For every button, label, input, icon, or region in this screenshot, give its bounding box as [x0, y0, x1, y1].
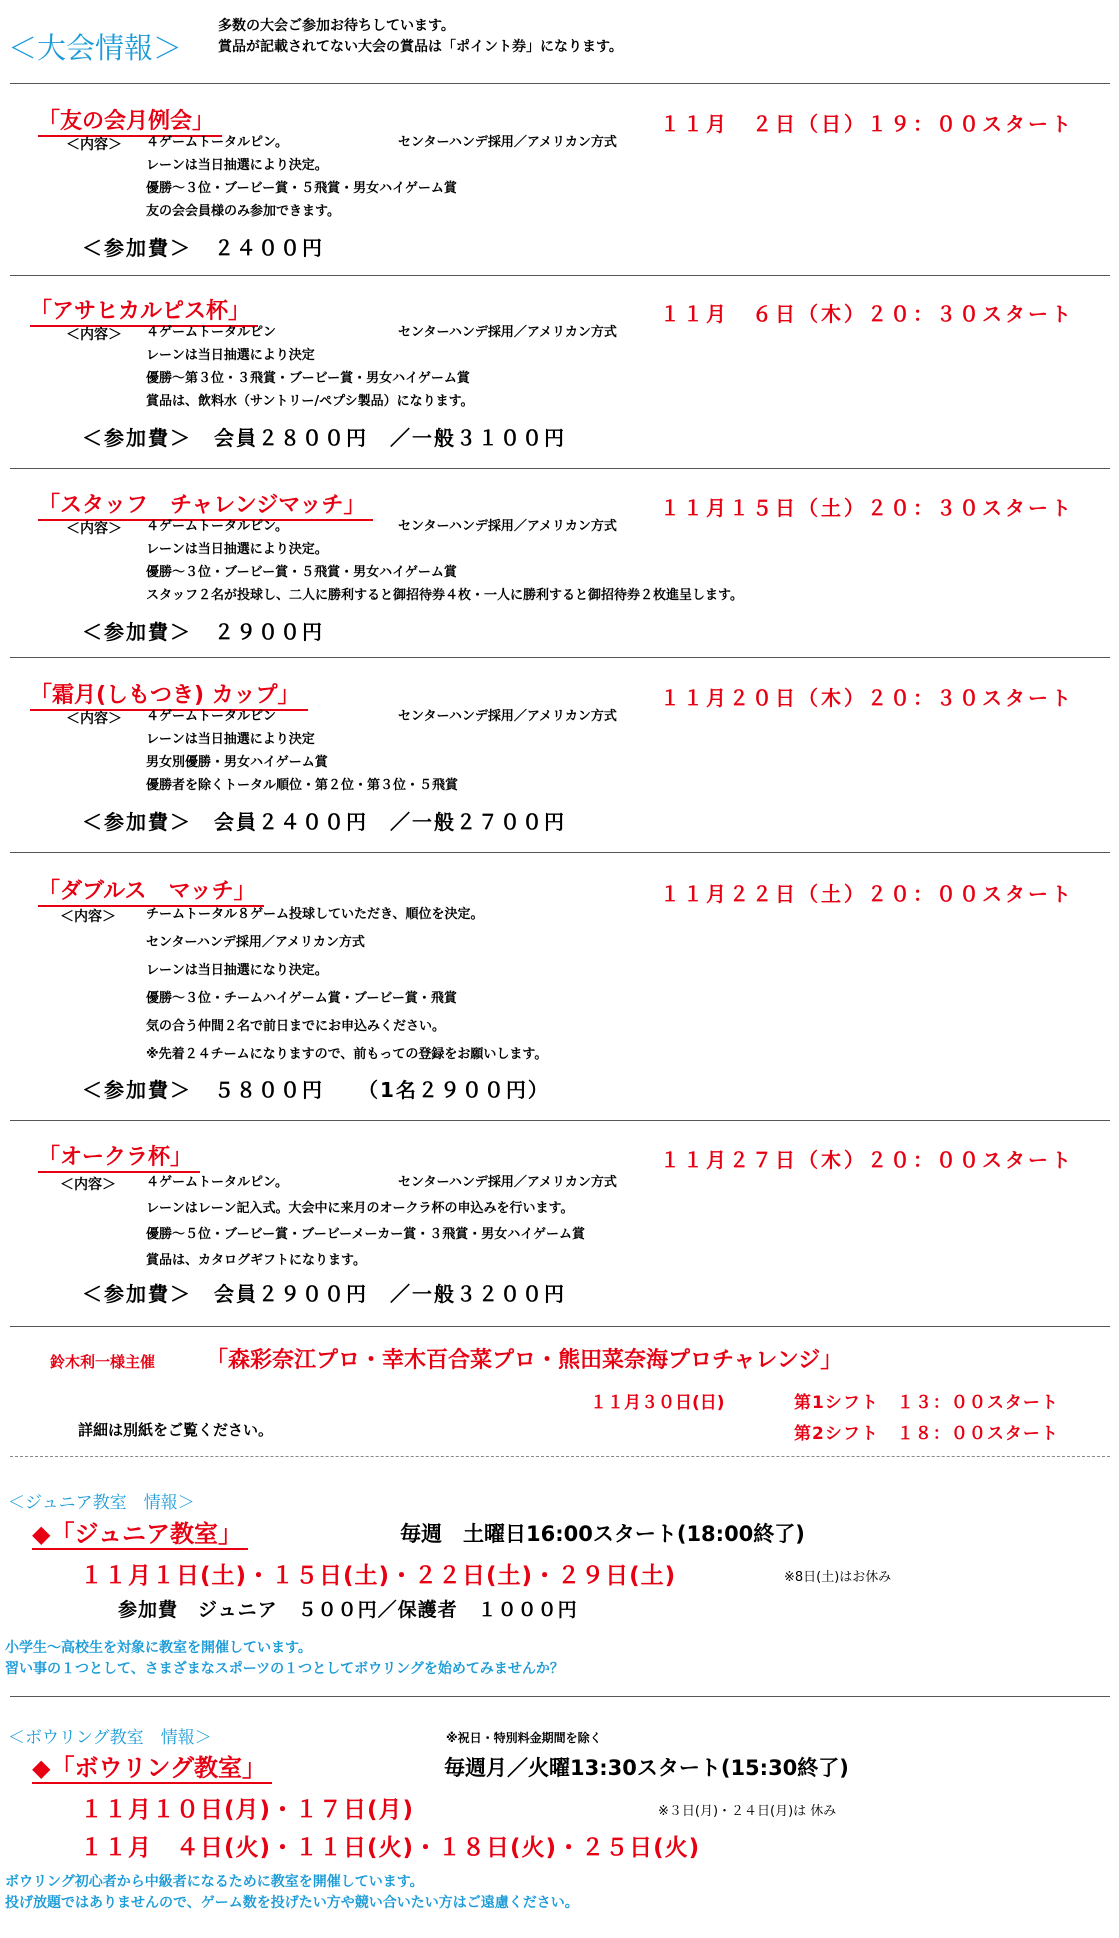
detail-line: 友の会会員様のみ参加できます。	[146, 204, 340, 219]
junior-fee: 参加費 ジュニア ５００円／保護者 １０００円	[118, 1599, 578, 1621]
detail-line: ４ゲームトータルピン	[146, 325, 277, 340]
detail-line: ４ゲームトータルピン。	[146, 519, 288, 534]
divider	[10, 468, 1110, 469]
event-date: １１月１５日（土）２０：３０スタート	[660, 496, 1074, 520]
special-shift-2: 第2シフト １８：００スタート	[794, 1424, 1059, 1444]
event-date: １１月 ６日（木）２０：３０スタート	[660, 302, 1074, 326]
detail-line: ４ゲームトータルピン。	[146, 1175, 288, 1190]
detail-line: レーンは当日抽選になり決定。	[146, 963, 328, 978]
detail-line: 賞品は、カタログギフトになります。	[146, 1253, 366, 1268]
bowling-section-label: ＜ボウリング教室 情報＞	[8, 1728, 212, 1748]
divider	[10, 1456, 1110, 1457]
detail-line: レーンは当日抽選により決定	[146, 348, 315, 363]
detail-line: 優勝～３位・ブービー賞・５飛賞・男女ハイゲーム賞	[146, 181, 457, 196]
content-label: ＜内容＞	[60, 909, 116, 925]
event-title: 「ダブルス マッチ」	[38, 874, 264, 907]
page-title: ＜大会情報＞	[8, 31, 183, 65]
content-label: ＜内容＞	[66, 711, 122, 727]
divider	[10, 657, 1110, 658]
event-date: １１月２２日（土）２０：００スタート	[660, 882, 1074, 906]
detail-line: センターハンデ採用／アメリカン方式	[146, 935, 365, 950]
content-label: ＜内容＞	[66, 137, 122, 153]
event-title: 「友の会月例会」	[38, 104, 222, 137]
divider	[10, 275, 1110, 276]
content-label: ＜内容＞	[66, 521, 122, 537]
bowling-dates-tuesday: １１月 ４日(火)・１１日(火)・１８日(火)・２５日(火)	[80, 1835, 701, 1861]
event-date: １１月 ２日（日）１９：００スタート	[660, 112, 1074, 136]
event-fee: ＜参加費＞ ２４００円	[82, 236, 324, 260]
divider	[10, 1696, 1110, 1697]
content-label: ＜内容＞	[60, 1177, 116, 1193]
bowling-schedule: 毎週月／火曜13:30スタート(15:30終了)	[444, 1756, 849, 1780]
event-fee: ＜参加費＞ 会員２８００円 ／一般３１００円	[82, 426, 566, 450]
header-message-1: 多数の大会ご参加お待ちしています。	[218, 18, 455, 34]
content-label: ＜内容＞	[66, 327, 122, 343]
detail-line-right: センターハンデ採用／アメリカン方式	[398, 519, 617, 534]
event-details	[146, 903, 547, 1071]
junior-description-1: 小学生～高校生を対象に教室を開催しています。	[5, 1640, 312, 1656]
event-date: １１月２７日（木）２０：００スタート	[660, 1148, 1074, 1172]
detail-line: 優勝～３位・チームハイゲーム賞・ブービー賞・飛賞	[146, 991, 457, 1006]
detail-line: ※先着２４チームになりますので、前もっての登録をお願いします。	[146, 1047, 548, 1062]
special-date: １１月３０日(日)	[590, 1393, 725, 1413]
header-message-2: 賞品が記載されてない大会の賞品は「ポイント券」になります。	[218, 39, 623, 55]
divider	[10, 1326, 1110, 1327]
junior-description-2: 習い事の１つとして、さまざまなスポーツの１つとしてボウリングを始めてみませんか？	[5, 1661, 564, 1677]
event-title: 「アサヒカルピス杯」	[30, 294, 258, 327]
detail-line: ４ゲームトータルピン	[146, 709, 277, 724]
bowling-dates-monday: １１月１０日(月)・１７日(月)	[80, 1797, 415, 1823]
detail-line: 優勝者を除くトータル順位・第２位・第３位・５飛賞	[146, 778, 459, 793]
detail-line: 優勝～３位・ブービー賞・５飛賞・男女ハイゲーム賞	[146, 565, 457, 580]
junior-section-label: ＜ジュニア教室 情報＞	[8, 1493, 195, 1513]
event-fee: ＜参加費＞ ２９００円	[82, 620, 324, 644]
event-fee: ＜参加費＞ 会員２９００円 ／一般３２００円	[82, 1282, 566, 1306]
divider	[10, 1120, 1110, 1121]
event-fee: ＜参加費＞ ５８００円 （1名２９００円）	[82, 1078, 550, 1102]
divider	[10, 83, 1110, 84]
junior-title-text: ◆「ジュニア教室」	[32, 1520, 248, 1550]
divider	[10, 852, 1110, 853]
bowling-title-text: ◆「ボウリング教室」	[32, 1754, 272, 1784]
detail-line: 男女別優勝・男女ハイゲーム賞	[146, 755, 328, 770]
special-details: 詳細は別紙をご覧ください。	[78, 1421, 274, 1439]
junior-title	[32, 1514, 248, 1549]
event-title: 「スタッフ チャレンジマッチ」	[38, 488, 373, 521]
junior-schedule: 毎週 土曜日16:00スタート(18:00終了)	[400, 1522, 805, 1546]
detail-line: 賞品は、飲料水（サントリー/ペプシ製品）になります。	[146, 394, 474, 409]
detail-line: 優勝～第３位・３飛賞・ブービー賞・男女ハイゲーム賞	[146, 371, 470, 386]
junior-dates: １１月１日(土)・１５日(土)・２２日(土)・２９日(土)	[80, 1563, 677, 1589]
special-shift-1: 第1シフト １３：００スタート	[794, 1393, 1059, 1413]
detail-line-right: センターハンデ採用／アメリカン方式	[398, 135, 617, 150]
special-host: 鈴木利一様主催	[50, 1353, 156, 1371]
detail-line-right: センターハンデ採用／アメリカン方式	[398, 325, 617, 340]
special-title: 「森彩奈江プロ・幸木百合菜プロ・熊田菜奈海プロチャレンジ」	[206, 1348, 843, 1373]
detail-line: チームトータル８ゲーム投球していただき、順位を決定。	[146, 907, 484, 922]
detail-line: レーンは当日抽選により決定	[146, 732, 315, 747]
detail-line: 気の合う仲間２名で前日までにお申込みください。	[146, 1019, 446, 1034]
event-title: 「オークラ杯」	[38, 1140, 200, 1173]
event-title: 「霜月(しもつき) カップ」	[30, 678, 308, 711]
detail-line-right: センターハンデ採用／アメリカン方式	[398, 709, 617, 724]
detail-line: スタッフ２名が投球し、二人に勝利すると御招待券４枚・一人に勝利すると御招待券２枚進呈します。	[146, 588, 743, 603]
detail-line: レーンは当日抽選により決定。	[146, 158, 328, 173]
event-date: １１月２０日（木）２０：３０スタート	[660, 686, 1074, 710]
detail-line-right: センターハンデ採用／アメリカン方式	[398, 1175, 617, 1190]
event-fee: ＜参加費＞ 会員２４００円 ／一般２７００円	[82, 810, 566, 834]
bowling-note: ※３日(月)・２４日(月)は 休み	[658, 1804, 837, 1819]
detail-line: レーンは当日抽選により決定。	[146, 542, 328, 557]
junior-note: ※8日(土)はお休み	[784, 1570, 892, 1585]
holiday-note: ※祝日・特別料金期間を除く	[446, 1731, 602, 1745]
detail-line: ４ゲームトータルピン。	[146, 135, 288, 150]
bowling-description-1: ボウリング初心者から中級者になるために教室を開催しています。	[5, 1874, 424, 1890]
detail-line: レーンはレーン記入式。大会中に来月のオークラ杯の申込みを行います。	[146, 1201, 574, 1216]
bowling-description-2: 投げ放題ではありませんので、ゲーム数を投げたい方や競い合いたい方はご遠慮ください。	[5, 1895, 579, 1911]
bowling-title	[32, 1748, 272, 1783]
detail-line: 優勝～５位・ブービー賞・ブービーメーカー賞・３飛賞・男女ハイゲーム賞	[146, 1227, 586, 1242]
